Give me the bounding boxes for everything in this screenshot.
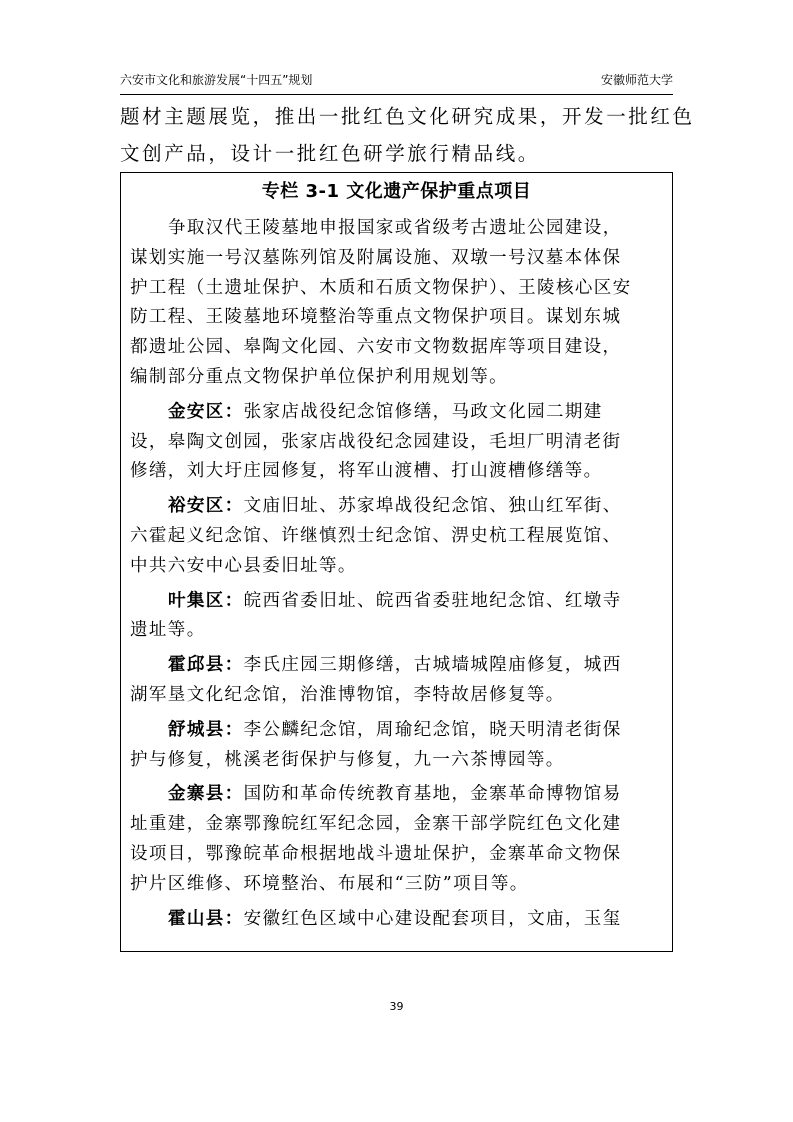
county-first-line: [130, 587, 666, 617]
body-paragraph: [120, 98, 695, 172]
intro-line: 都遗址公园、皋陶文化园、六安市文物数据库等项目建设，: [130, 337, 622, 358]
county-first-line: [130, 651, 666, 681]
county-first-line: [130, 716, 666, 746]
county-first-line: [130, 492, 666, 522]
county-line: 六霍起义纪念馆、许继慎烈士纪念馆、淠史杭工程展览馆、: [130, 525, 622, 546]
header-institution: 安徽师范大学: [600, 73, 673, 87]
intro-line: 谋划实施一号汉墓陈列馆及附属设施、双墩一号汉墓本体保: [130, 247, 622, 268]
county-line: 湖军垦文化纪念馆，治淮博物馆，李特故居修复等。: [130, 684, 565, 705]
county-name: 裕安区：: [168, 496, 244, 517]
county-text: 张家店战役纪念馆修缮，马政文化园二期建: [243, 401, 603, 422]
intro-line: 防工程、王陵墓地环境整治等重点文物保护项目。谋划东城: [130, 307, 622, 328]
county-line: 址重建，金寨鄂豫皖红军纪念园，金寨干部学院红色文化建: [130, 814, 622, 835]
county-text: 李氏庄园三期修缮，古城墙城隍庙修复，城西: [243, 655, 622, 676]
county-line: 护片区维修、环境整治、布展和“三防”项目等。: [130, 873, 529, 894]
county-line: 遗址等。: [130, 620, 206, 641]
county-text: 文庙旧址、苏家埠战役纪念馆、独山红军街、: [243, 496, 622, 517]
county-text: 李公麟纪念馆，周瑜纪念馆，晓天明清老街保: [243, 719, 622, 740]
county-line: 设项目，鄂豫皖革命根据地战斗遗址保护，金寨革命文物保: [130, 843, 622, 864]
running-header: [120, 70, 673, 95]
intro-line: 编制部分重点文物保护单位保护利用规划等。: [130, 366, 508, 387]
county-line: 修缮，刘大圩庄园修复，将军山渡槽、打山渡槽修缮等。: [130, 461, 603, 482]
box-content: [130, 214, 666, 934]
county-line: 设，皋陶文创园，张家店战役纪念园建设，毛坦厂明清老街: [130, 431, 622, 452]
intro-line: 护工程（土遗址保护、木质和石质文物保护）、王陵核心区安: [130, 277, 632, 298]
county-first-line: [130, 398, 666, 428]
body-line: 文创产品，设计一批红色研学旅行精品线。: [120, 142, 540, 165]
county-first-line: [130, 905, 666, 935]
county-name: 金安区：: [168, 401, 244, 422]
county-name: 霍邱县：: [168, 655, 244, 676]
body-line: 题材主题展览，推出一批红色文化研究成果，开发一批红色: [120, 105, 695, 128]
county-line: 中共六安中心县委旧址等。: [130, 555, 357, 576]
county-line: 护与修复，桃溪老街保护与修复，九一六茶博园等。: [130, 749, 565, 770]
county-text: 国防和革命传统教育基地，金寨革命博物馆易: [243, 784, 622, 805]
county-name: 舒城县：: [168, 719, 244, 740]
county-first-line: [130, 780, 666, 810]
county-text: 安徽红色区域中心建设配套项目，文庙，玉玺: [243, 908, 622, 929]
county-name: 金寨县：: [168, 784, 244, 805]
box-title: 专栏 3-1 文化遗产保护重点项目: [261, 181, 532, 202]
county-name: 霍山县：: [168, 908, 244, 929]
header-document-title: 六安市文化和旅游发展“十四五”规划: [120, 73, 313, 87]
intro-line: 争取汉代王陵墓地申报国家或省级考古遗址公园建设，: [168, 218, 622, 238]
county-text: 皖西省委旧址、皖西省委驻地纪念馆、红墩寺: [243, 590, 622, 611]
page-number: 39: [389, 1000, 404, 1013]
sidebar-box-3-1: [120, 172, 673, 952]
county-name: 叶集区：: [168, 590, 244, 611]
